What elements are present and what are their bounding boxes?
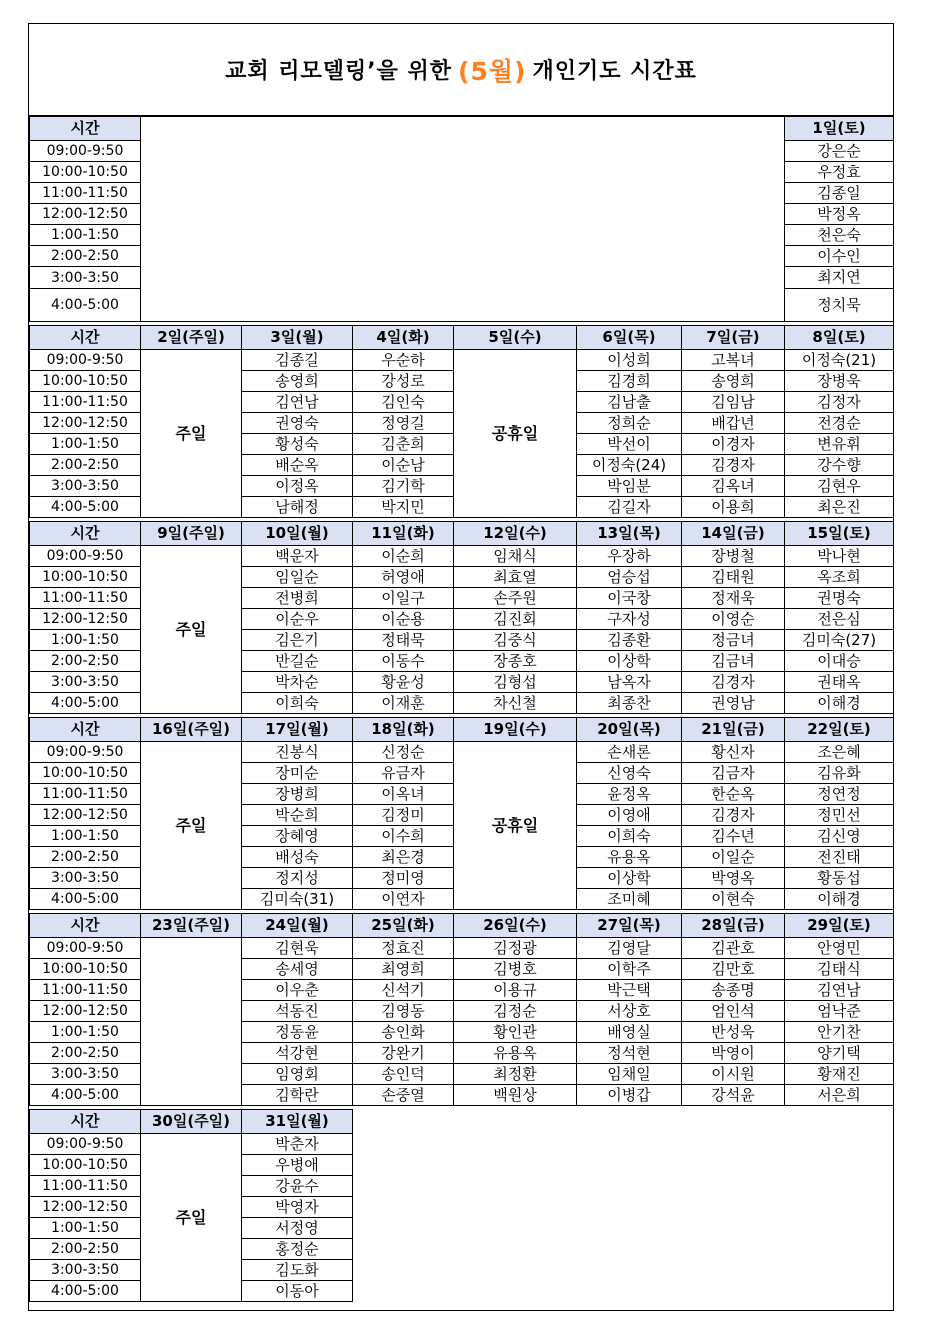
name-slot: 장병욱 <box>784 370 894 392</box>
name-slot: 이학주 <box>576 958 682 980</box>
name-slot: 박춘자 <box>241 1133 353 1155</box>
day-header: 28일(금) <box>681 913 785 938</box>
name-slot: 최은경 <box>352 846 454 868</box>
name-slot: 정치묵 <box>784 288 894 322</box>
name-slot: 한순옥 <box>681 783 785 805</box>
name-slot: 이대승 <box>784 650 894 672</box>
empty-slot <box>140 1042 242 1064</box>
name-slot: 천은숙 <box>784 224 894 246</box>
name-slot: 김미숙(27) <box>784 629 894 651</box>
name-slot: 이수희 <box>352 825 454 847</box>
name-slot: 엄인석 <box>681 1000 785 1022</box>
title-month: (5월) <box>458 56 527 86</box>
name-slot: 정희순 <box>576 412 682 434</box>
name-slot: 구자성 <box>576 608 682 630</box>
name-slot: 송인덕 <box>352 1063 454 1085</box>
name-slot: 장종호 <box>453 650 577 672</box>
day-header: 18일(화) <box>352 717 454 742</box>
name-slot: 박정옥 <box>784 203 894 225</box>
name-slot: 최효열 <box>453 566 577 588</box>
name-slot: 김형섭 <box>453 671 577 693</box>
empty-slot <box>140 1000 242 1022</box>
name-slot: 박영이 <box>681 1042 785 1064</box>
time-slot: 1:00-1:50 <box>29 433 141 455</box>
time-header: 시간 <box>29 1109 141 1134</box>
name-slot: 송종명 <box>681 979 785 1001</box>
name-slot: 최정환 <box>453 1063 577 1085</box>
time-slot: 2:00-2:50 <box>29 1238 141 1260</box>
name-slot: 권명숙 <box>784 587 894 609</box>
name-slot: 이정옥 <box>241 475 353 497</box>
name-slot: 안기찬 <box>784 1021 894 1043</box>
name-slot: 최종찬 <box>576 692 682 714</box>
empty-slot <box>140 979 242 1001</box>
name-slot: 정미영 <box>352 867 454 889</box>
name-slot: 이해경 <box>784 692 894 714</box>
time-slot: 10:00-10:50 <box>29 370 141 392</box>
time-slot: 12:00-12:50 <box>29 804 141 826</box>
time-slot: 12:00-12:50 <box>29 412 141 434</box>
name-slot: 황윤성 <box>352 671 454 693</box>
name-slot: 정금녀 <box>681 629 785 651</box>
name-slot: 강석윤 <box>681 1084 785 1106</box>
name-slot: 최영희 <box>352 958 454 980</box>
time-slot: 1:00-1:50 <box>29 1021 141 1043</box>
name-slot: 박영옥 <box>681 867 785 889</box>
name-slot: 변유휘 <box>784 433 894 455</box>
name-slot: 김태원 <box>681 566 785 588</box>
time-slot: 3:00-3:50 <box>29 671 141 693</box>
name-slot: 정석현 <box>576 1042 682 1064</box>
sunday-cell: 주일 <box>140 349 242 518</box>
name-slot: 박선이 <box>576 433 682 455</box>
name-slot: 임일순 <box>241 566 353 588</box>
name-slot: 김종환 <box>576 629 682 651</box>
name-slot: 최지연 <box>784 266 894 289</box>
time-slot: 11:00-11:50 <box>29 587 141 609</box>
name-slot: 배갑년 <box>681 412 785 434</box>
name-slot: 정연정 <box>784 783 894 805</box>
time-slot: 4:00-5:00 <box>29 496 141 518</box>
name-slot: 강성로 <box>352 370 454 392</box>
name-slot: 남옥자 <box>576 671 682 693</box>
empty-slot <box>140 1021 242 1043</box>
name-slot: 박근택 <box>576 979 682 1001</box>
name-slot: 진봉식 <box>241 741 353 763</box>
name-slot: 박지민 <box>352 496 454 518</box>
name-slot: 김영달 <box>576 937 682 959</box>
name-slot: 백운자 <box>241 545 353 567</box>
name-slot: 최은진 <box>784 496 894 518</box>
time-slot: 09:00-9:50 <box>29 1133 141 1155</box>
name-slot: 우정효 <box>784 161 894 183</box>
name-slot: 권영남 <box>681 692 785 714</box>
name-slot: 윤정옥 <box>576 783 682 805</box>
time-header: 시간 <box>29 717 141 742</box>
name-slot: 송세영 <box>241 958 353 980</box>
day-header: 20일(목) <box>576 717 682 742</box>
time-slot: 3:00-3:50 <box>29 867 141 889</box>
holiday-cell: 공휴일 <box>453 741 577 910</box>
name-slot: 이영순 <box>681 608 785 630</box>
blank-area <box>140 116 785 322</box>
name-slot: 배순옥 <box>241 454 353 476</box>
name-slot: 김진회 <box>453 608 577 630</box>
name-slot: 정재욱 <box>681 587 785 609</box>
time-slot: 11:00-11:50 <box>29 1175 141 1197</box>
title-before: 교회 리모델링’을 위한 <box>225 59 453 84</box>
name-slot: 김임남 <box>681 391 785 413</box>
time-slot: 4:00-5:00 <box>29 692 141 714</box>
day-header: 6일(목) <box>576 325 682 350</box>
time-slot: 3:00-3:50 <box>29 266 141 289</box>
name-slot: 권영숙 <box>241 412 353 434</box>
name-slot: 김경자 <box>681 454 785 476</box>
time-slot: 12:00-12:50 <box>29 1000 141 1022</box>
name-slot: 박순희 <box>241 804 353 826</box>
name-slot: 송영희 <box>681 370 785 392</box>
day-header: 25일(화) <box>352 913 454 938</box>
title-after: 개인기도 시간표 <box>532 59 697 84</box>
name-slot: 석강현 <box>241 1042 353 1064</box>
name-slot: 임채식 <box>453 545 577 567</box>
name-slot: 이일구 <box>352 587 454 609</box>
name-slot: 김신영 <box>784 825 894 847</box>
name-slot: 김중식 <box>453 629 577 651</box>
day-header: 11일(화) <box>352 521 454 546</box>
name-slot: 송인화 <box>352 1021 454 1043</box>
name-slot: 장병철 <box>681 545 785 567</box>
name-slot: 이희숙 <box>576 825 682 847</box>
day-header: 21일(금) <box>681 717 785 742</box>
name-slot: 홍정순 <box>241 1238 353 1260</box>
day-header: 3일(월) <box>241 325 353 350</box>
name-slot: 배성숙 <box>241 846 353 868</box>
name-slot: 이경자 <box>681 433 785 455</box>
day-header: 12일(수) <box>453 521 577 546</box>
name-slot: 김정광 <box>453 937 577 959</box>
name-slot: 김정순 <box>453 1000 577 1022</box>
name-slot: 정동윤 <box>241 1021 353 1043</box>
name-slot: 신정순 <box>352 741 454 763</box>
name-slot: 조미혜 <box>576 888 682 910</box>
name-slot: 이병갑 <box>576 1084 682 1106</box>
name-slot: 김춘희 <box>352 433 454 455</box>
name-slot: 김관호 <box>681 937 785 959</box>
name-slot: 김만호 <box>681 958 785 980</box>
name-slot: 김경자 <box>681 671 785 693</box>
name-slot: 김연남 <box>784 979 894 1001</box>
name-slot: 이동아 <box>241 1280 353 1302</box>
time-slot: 10:00-10:50 <box>29 958 141 980</box>
name-slot: 서은희 <box>784 1084 894 1106</box>
day-header: 7일(금) <box>681 325 785 350</box>
time-slot: 3:00-3:50 <box>29 1063 141 1085</box>
name-slot: 엄승섭 <box>576 566 682 588</box>
name-slot: 이일순 <box>681 846 785 868</box>
time-slot: 2:00-2:50 <box>29 454 141 476</box>
time-slot: 12:00-12:50 <box>29 203 141 225</box>
name-slot: 고복녀 <box>681 349 785 371</box>
day-header: 24일(월) <box>241 913 353 938</box>
name-slot: 이연자 <box>352 888 454 910</box>
name-slot: 정태묵 <box>352 629 454 651</box>
name-slot: 이국창 <box>576 587 682 609</box>
name-slot: 엄낙준 <box>784 1000 894 1022</box>
name-slot: 김병호 <box>453 958 577 980</box>
time-slot: 2:00-2:50 <box>29 245 141 267</box>
name-slot: 박나현 <box>784 545 894 567</box>
day-header: 22일(토) <box>784 717 894 742</box>
name-slot: 김도화 <box>241 1259 353 1281</box>
name-slot: 손새론 <box>576 741 682 763</box>
holiday-cell: 공휴일 <box>453 349 577 518</box>
day-header: 1일(토) <box>784 116 894 141</box>
time-slot: 11:00-11:50 <box>29 182 141 204</box>
time-header: 시간 <box>29 116 141 141</box>
name-slot: 이성희 <box>576 349 682 371</box>
time-header: 시간 <box>29 521 141 546</box>
name-slot: 전은심 <box>784 608 894 630</box>
name-slot: 장혜영 <box>241 825 353 847</box>
day-header: 10일(월) <box>241 521 353 546</box>
name-slot: 정민선 <box>784 804 894 826</box>
time-slot: 12:00-12:50 <box>29 1196 141 1218</box>
name-slot: 김정미 <box>352 804 454 826</box>
name-slot: 이용희 <box>681 496 785 518</box>
time-slot: 12:00-12:50 <box>29 608 141 630</box>
name-slot: 전경순 <box>784 412 894 434</box>
name-slot: 석동진 <box>241 1000 353 1022</box>
schedule-frame <box>28 23 894 1311</box>
name-slot: 김종일 <box>784 182 894 204</box>
time-slot: 09:00-9:50 <box>29 937 141 959</box>
day-header: 2일(주일) <box>140 325 242 350</box>
name-slot: 이우춘 <box>241 979 353 1001</box>
time-slot: 10:00-10:50 <box>29 1154 141 1176</box>
name-slot: 반길순 <box>241 650 353 672</box>
name-slot: 이용규 <box>453 979 577 1001</box>
time-header: 시간 <box>29 325 141 350</box>
sunday-cell: 주일 <box>140 741 242 910</box>
sunday-cell: 주일 <box>140 1133 242 1302</box>
time-slot: 1:00-1:50 <box>29 629 141 651</box>
name-slot: 김길자 <box>576 496 682 518</box>
time-slot: 4:00-5:00 <box>29 288 141 322</box>
name-slot: 김현욱 <box>241 937 353 959</box>
empty-slot <box>140 1084 242 1106</box>
name-slot: 유용옥 <box>453 1042 577 1064</box>
time-slot: 10:00-10:50 <box>29 762 141 784</box>
name-slot: 김수년 <box>681 825 785 847</box>
name-slot: 황성숙 <box>241 433 353 455</box>
time-slot: 11:00-11:50 <box>29 783 141 805</box>
day-header: 13일(목) <box>576 521 682 546</box>
name-slot: 권태옥 <box>784 671 894 693</box>
name-slot: 박차순 <box>241 671 353 693</box>
name-slot: 손주원 <box>453 587 577 609</box>
name-slot: 양기택 <box>784 1042 894 1064</box>
time-slot: 2:00-2:50 <box>29 846 141 868</box>
name-slot: 이순우 <box>241 608 353 630</box>
name-slot: 이정숙(21) <box>784 349 894 371</box>
page-title <box>29 24 893 116</box>
day-header: 19일(수) <box>453 717 577 742</box>
time-slot: 09:00-9:50 <box>29 349 141 371</box>
name-slot: 박영자 <box>241 1196 353 1218</box>
name-slot: 김정자 <box>784 391 894 413</box>
name-slot: 박임분 <box>576 475 682 497</box>
name-slot: 이영애 <box>576 804 682 826</box>
name-slot: 김금녀 <box>681 650 785 672</box>
name-slot: 김인숙 <box>352 391 454 413</box>
time-slot: 09:00-9:50 <box>29 545 141 567</box>
name-slot: 임영회 <box>241 1063 353 1085</box>
name-slot: 이재훈 <box>352 692 454 714</box>
day-header: 29일(토) <box>784 913 894 938</box>
name-slot: 황신자 <box>681 741 785 763</box>
name-slot: 김유화 <box>784 762 894 784</box>
name-slot: 이정숙(24) <box>576 454 682 476</box>
name-slot: 김남출 <box>576 391 682 413</box>
name-slot: 유용옥 <box>576 846 682 868</box>
empty-slot <box>140 937 242 959</box>
time-header: 시간 <box>29 913 141 938</box>
name-slot: 이상학 <box>576 867 682 889</box>
day-header: 14일(금) <box>681 521 785 546</box>
name-slot: 전진태 <box>784 846 894 868</box>
time-slot: 4:00-5:00 <box>29 1280 141 1302</box>
name-slot: 허영애 <box>352 566 454 588</box>
name-slot: 김영동 <box>352 1000 454 1022</box>
time-slot: 1:00-1:50 <box>29 1217 141 1239</box>
name-slot: 백원상 <box>453 1084 577 1106</box>
name-slot: 남해정 <box>241 496 353 518</box>
name-slot: 김옥녀 <box>681 475 785 497</box>
name-slot: 강윤수 <box>241 1175 353 1197</box>
name-slot: 임채일 <box>576 1063 682 1085</box>
name-slot: 이희숙 <box>241 692 353 714</box>
name-slot: 유금자 <box>352 762 454 784</box>
name-slot: 전병희 <box>241 587 353 609</box>
name-slot: 반성욱 <box>681 1021 785 1043</box>
name-slot: 우병애 <box>241 1154 353 1176</box>
name-slot: 김미숙(31) <box>241 888 353 910</box>
name-slot: 김학란 <box>241 1084 353 1106</box>
name-slot: 안영민 <box>784 937 894 959</box>
time-slot: 3:00-3:50 <box>29 1259 141 1281</box>
name-slot: 옥조희 <box>784 566 894 588</box>
day-header: 23일(주일) <box>140 913 242 938</box>
day-header: 16일(주일) <box>140 717 242 742</box>
name-slot: 신영숙 <box>576 762 682 784</box>
name-slot: 우순하 <box>352 349 454 371</box>
name-slot: 손중열 <box>352 1084 454 1106</box>
name-slot: 정지성 <box>241 867 353 889</box>
name-slot: 이순남 <box>352 454 454 476</box>
name-slot: 정영길 <box>352 412 454 434</box>
day-header: 31일(월) <box>241 1109 353 1134</box>
name-slot: 이상학 <box>576 650 682 672</box>
name-slot: 이옥녀 <box>352 783 454 805</box>
day-header: 9일(주일) <box>140 521 242 546</box>
time-slot: 10:00-10:50 <box>29 161 141 183</box>
empty-slot <box>140 958 242 980</box>
time-slot: 11:00-11:50 <box>29 979 141 1001</box>
name-slot: 장병희 <box>241 783 353 805</box>
time-slot: 09:00-9:50 <box>29 741 141 763</box>
day-header: 4일(화) <box>352 325 454 350</box>
name-slot: 이수인 <box>784 245 894 267</box>
name-slot: 이순희 <box>352 545 454 567</box>
name-slot: 정효진 <box>352 937 454 959</box>
name-slot: 황인관 <box>453 1021 577 1043</box>
time-slot: 10:00-10:50 <box>29 566 141 588</box>
day-header: 17일(월) <box>241 717 353 742</box>
name-slot: 이해경 <box>784 888 894 910</box>
sunday-cell: 주일 <box>140 545 242 714</box>
name-slot: 황동섭 <box>784 867 894 889</box>
name-slot: 이시원 <box>681 1063 785 1085</box>
day-header: 26일(수) <box>453 913 577 938</box>
name-slot: 이현숙 <box>681 888 785 910</box>
name-slot: 배영실 <box>576 1021 682 1043</box>
name-slot: 김기학 <box>352 475 454 497</box>
name-slot: 김경희 <box>576 370 682 392</box>
empty-slot <box>140 1063 242 1085</box>
time-slot: 4:00-5:00 <box>29 1084 141 1106</box>
name-slot: 강완기 <box>352 1042 454 1064</box>
name-slot: 김경자 <box>681 804 785 826</box>
time-slot: 09:00-9:50 <box>29 140 141 162</box>
name-slot: 강수향 <box>784 454 894 476</box>
time-slot: 2:00-2:50 <box>29 1042 141 1064</box>
time-slot: 3:00-3:50 <box>29 475 141 497</box>
name-slot: 서상호 <box>576 1000 682 1022</box>
day-header: 27일(목) <box>576 913 682 938</box>
time-slot: 1:00-1:50 <box>29 825 141 847</box>
time-slot: 1:00-1:50 <box>29 224 141 246</box>
name-slot: 신석기 <box>352 979 454 1001</box>
name-slot: 차신철 <box>453 692 577 714</box>
time-slot: 4:00-5:00 <box>29 888 141 910</box>
name-slot: 장미순 <box>241 762 353 784</box>
name-slot: 김종길 <box>241 349 353 371</box>
name-slot: 김현우 <box>784 475 894 497</box>
name-slot: 조은혜 <box>784 741 894 763</box>
name-slot: 이순용 <box>352 608 454 630</box>
name-slot: 김은기 <box>241 629 353 651</box>
name-slot: 송영희 <box>241 370 353 392</box>
day-header: 15일(토) <box>784 521 894 546</box>
day-header: 30일(주일) <box>140 1109 242 1134</box>
name-slot: 김태식 <box>784 958 894 980</box>
time-slot: 2:00-2:50 <box>29 650 141 672</box>
time-slot: 11:00-11:50 <box>29 391 141 413</box>
name-slot: 서정영 <box>241 1217 353 1239</box>
name-slot: 이동수 <box>352 650 454 672</box>
name-slot: 강은순 <box>784 140 894 162</box>
name-slot: 김금자 <box>681 762 785 784</box>
name-slot: 우장하 <box>576 545 682 567</box>
name-slot: 김연남 <box>241 391 353 413</box>
day-header: 5일(수) <box>453 325 577 350</box>
name-slot: 황재진 <box>784 1063 894 1085</box>
day-header: 8일(토) <box>784 325 894 350</box>
